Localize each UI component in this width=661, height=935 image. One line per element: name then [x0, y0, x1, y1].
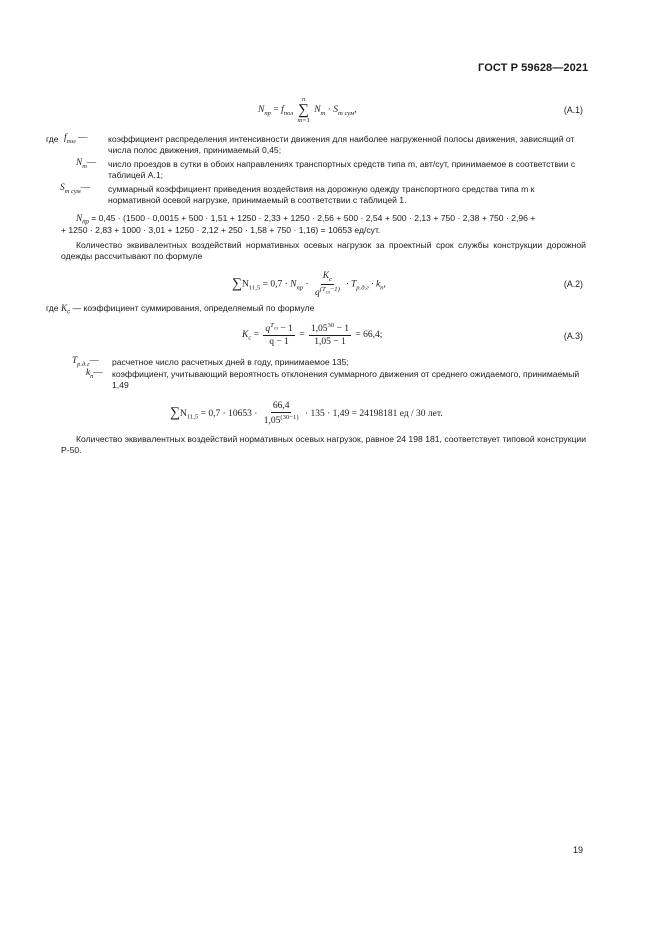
calculation-n-pr: $N_{пр} = 0,45 \cdot (1500 \cdot 0,0015 + 500 \cdot 1,51 + 1250 \cdot 2,33 + 1250 \cdot 2,56 + 500 \cdot 2,54 + 500 \cdot 2,13 + 750 \cdot 2,38 + 750 \cdot 2,96$ + — [76, 213, 536, 226]
paragraph-conclusion: Количество эквивалентных воздействий нормативных осевых нагрузок, равное 24 198 181, соответствует типовой конструкции Р-50. — [61, 434, 586, 456]
definition-k-p: $k_п—$ коэффициент, учитывающий вероятность отклонения суммарного движения от среднего ожидаемого, принимаемый 1,49 — [86, 368, 580, 391]
page-number: 19 — [573, 845, 584, 855]
formula-a1: $N_{пр} = f_{пол}$ n ∑ m=1 $N_m \cdot S_{m сум}$, — [258, 96, 357, 124]
definition-k-c: где $K_с$ — коэффициент суммирования, определяемый по формуле — [46, 303, 315, 316]
formula-a2-number: (А.2) — [563, 279, 583, 289]
formula-a3: $K_с$ = $\frac{q^{T_{сл}} - 1}{q - 1}$ = $\frac{1,05^{30} - 1}{1,05 - 1}$ = 66,4; — [242, 322, 383, 348]
formula-a3-number: (А.3) — [563, 331, 583, 341]
definition-n-m: $N_m—$ число проездов в сутки в обоих направлениях транспортных средств типа m, авт/сут, принимаемое в соответствии с таблицей А.1; — [76, 158, 576, 181]
paragraph-equivalent-loads: Количество эквивалентных воздействий нормативных осевых нагрузок за проектный срок службы конструкции дорожной одежды рассчитывают по формуле — [61, 240, 586, 262]
formula-a2: $\sum N_{11,5} = 0,7 \cdot N_{пр}$ · $\frac{K_с}{q^{(T_{сл}-1)}}$ · $T_{р.д.г} \cdot k_п$, — [232, 271, 386, 299]
document-code: ГОСТ Р 59628—2021 — [478, 62, 589, 74]
definition-f-pol: где $f_{пол}$ — коэффициент распределения интенсивности движения для наиболее нагруженной полосы движения, зависящий от числа полос движения, принимаемый 0,45; — [46, 133, 575, 156]
formula-a1-number: (А.1) — [563, 105, 583, 115]
definition-t-rdg: $T_{р.д.г}—$ расчетное число расчетных дней в году, принимаемое 135; — [72, 356, 349, 368]
formula-result: $\sum N_{11,5} = 0,7 \cdot 10653$ · $\frac{66,4}{1,05^{(30-1)}}$ · 135 · 1,49 = 24198181 ед / 30 лет. — [170, 401, 443, 427]
calculation-n-pr-line2: + 1250 · 2,83 + 1000 · 3,01 + 1250 · 2,12 + 250 · 1,58 + 750 · 1,16) = 10653 ед/сут. — [61, 225, 381, 235]
definition-s-m-sum: $S_{m сум}—$ суммарный коэффициент приведения воздействия на дорожную одежду транспортного средства типа m к нормативной осевой нагрузке, принимаемый в соответствии с таблицей 1. — [60, 183, 535, 206]
